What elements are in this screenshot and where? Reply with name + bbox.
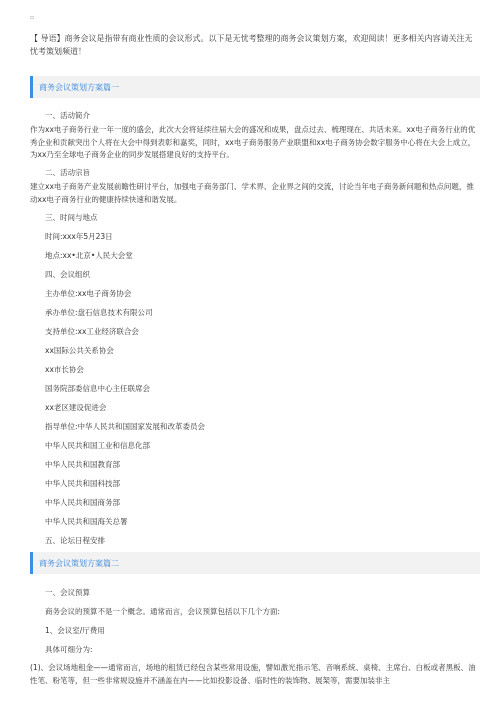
- paragraph-activity-intro: 作为xx电子商务行业一年一度的盛会，此次大会将延续往届大会的盛况和成果，盘点过去、梳理现在、共话未来。xx电子商务行业的优秀企业和贡献突出个人将在大会中得到表彰和嘉奖，同时，xx电子商务服务产业联盟和xx电子商务协会数字服务中心将在大会上成立，为xx乃至全球电子商务企业的同步发展搭建良好的支持平台。: [30, 125, 476, 159]
- heading-activity-intro: 一、活动简介: [45, 111, 90, 120]
- place-line: 地点:xx•北京•人民大会堂: [45, 251, 133, 260]
- heading-time-place: 三、时间与地点: [45, 213, 98, 222]
- org-line: 主办单位:xx电子商务协会: [45, 289, 132, 298]
- paragraph-venue-rent: (1)、会议场地租金——通常而言，场地的租赁已经包含某些常用设施，譬如激光指示笔、音响系统、桌椅、主席台、白板或者黑板、油性笔、粉笔等，但一些非常规设施并不涵盖在内——比如投影设备、临时性的装饰物、展架等，需要加装非主: [30, 663, 476, 685]
- org-line: 支持单位:xx工业经济联合会: [45, 327, 139, 336]
- org-line: 指导单位:中华人民共和国国家发展和改革委员会: [45, 422, 206, 431]
- section-title-2: 商务会议策划方案篇二: [39, 559, 119, 568]
- org-line: 中华人民共和国商务部: [45, 498, 120, 507]
- org-line: 中华人民共和国工业和信息化部: [45, 441, 150, 450]
- time-line: 时间:xxx年5月23日: [45, 232, 113, 241]
- heading-budget: 一、会议预算: [45, 588, 90, 597]
- org-line: xx市长协会: [45, 365, 84, 374]
- org-line: 中华人民共和国科技部: [45, 479, 120, 488]
- paragraph-activity-purpose: 建立xx电子商务产业发展前瞻性研讨平台，加强电子商务部门、学术界、企业界之间的交流，讨论当年电子商务新问题和热点问题，推动xx电子商务行业的健康持续快速和谐发展。: [30, 182, 474, 204]
- budget-line: 具体可细分为:: [45, 645, 93, 654]
- org-line: 国务院部委信息中心主任联席会: [45, 384, 150, 393]
- heading-schedule: 五、论坛日程安排: [45, 536, 105, 545]
- org-line: 中华人民共和国教育部: [45, 460, 120, 469]
- heading-organization: 四、会议组织: [45, 270, 90, 279]
- intro-paragraph: 【 导语】商务会议是指带有商业性质的会议形式。以下是无忧考整理的商务会议策划方案，欢迎阅读！更多相关内容请关注无忧考策划频道！: [30, 34, 473, 56]
- budget-line: 商务会议的预算不是一个概念。通常而言，会议预算包括以下几个方面:: [45, 607, 281, 616]
- org-line: xx国际公共关系协会: [45, 346, 114, 355]
- section-header-2: [30, 552, 480, 574]
- section-title-1: 商务会议策划方案篇一: [39, 83, 119, 92]
- org-line: xx老区建设促进会: [45, 403, 107, 412]
- budget-line: 1、会议室/厅费用: [45, 626, 105, 635]
- org-line: 中华人民共和国海关总署: [45, 517, 128, 526]
- section-header-1: [30, 76, 480, 98]
- org-line: 承办单位:盘石信息技术有限公司: [45, 308, 153, 317]
- heading-activity-purpose: 二、活动宗旨: [45, 168, 90, 177]
- top-mark: ▫: [30, 14, 35, 21]
